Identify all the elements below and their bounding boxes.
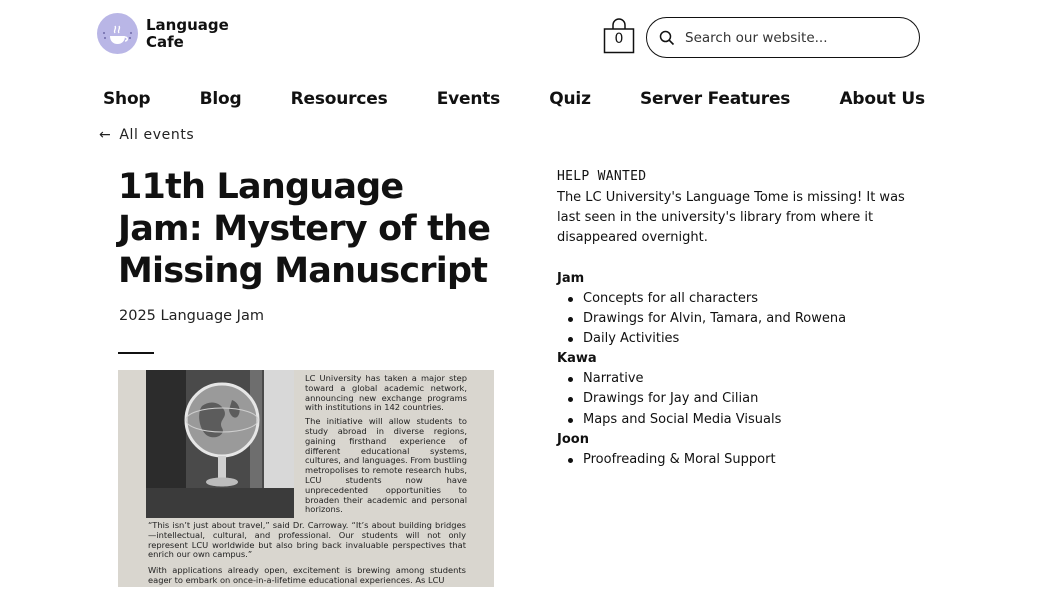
logo-cup-icon [97, 13, 138, 54]
task-list-joon [557, 450, 917, 470]
task-list-jam [557, 289, 917, 350]
logo-line-1: Language [146, 15, 229, 34]
poster-paragraph: With applications already open, excitement is brewing among students eager to embark on once-in-a-lifetime educational experiences. As LCU [148, 565, 466, 585]
nav-item-resources[interactable]: Resources [290, 89, 388, 109]
poster-paragraph: LC University has taken a major step toward a global academic network, announcing new exchange programs with institutions in 142 countries. [305, 373, 467, 413]
list-item: Drawings for Alvin, Tamara, and Rowena [557, 309, 917, 329]
section-heading-jam: Jam [557, 270, 585, 286]
cart-count: 0 [614, 31, 624, 47]
task-list-kawa [557, 369, 917, 430]
nav-item-events[interactable]: Events [436, 89, 501, 109]
event-title: 11th Language Jam: Mystery of the Missing Manuscript [118, 167, 491, 291]
event-poster-image [118, 370, 494, 587]
nav-item-about-us[interactable]: About Us [839, 89, 925, 109]
globe-photo [146, 370, 294, 518]
poster-paragraph: “This isn’t just about travel,” said Dr. Carroway. “It’s about building bridges—intellectual, cultural, and professional. Our students will not only represent LCU worldwide but also bring back invaluable perspectives that enrich our own campus.” [148, 520, 466, 560]
section-heading-kawa: Kawa [557, 351, 597, 367]
list-item: Daily Activities [557, 329, 917, 349]
nav-item-shop[interactable]: Shop [103, 89, 151, 109]
spacer [557, 249, 917, 269]
poster-article-column [305, 374, 467, 519]
event-subtitle: 2025 Language Jam [119, 308, 264, 324]
poster-paragraph: The initiative will allow students to study abroad in diverse regions, gaining firsthand experience of different educational systems, cultures, and languages. From bustling metropolises to remote research hubs, LCU students now have unprecedented opportunities to broaden their academic and personal horizons. [305, 416, 467, 515]
event-details [557, 169, 917, 470]
site-logo[interactable] [97, 13, 229, 54]
logo-line-2: Cafe [146, 32, 184, 51]
section-heading-joon: Joon [557, 431, 589, 447]
logo-text [146, 17, 229, 51]
poster-article-wide [148, 521, 466, 587]
all-events-link[interactable] [99, 127, 194, 143]
all-events-label: All events [119, 127, 195, 143]
cart-button[interactable] [603, 18, 635, 54]
list-item: Narrative [557, 369, 917, 389]
help-wanted-label: HELP WANTED [557, 169, 647, 184]
main-nav [103, 89, 925, 109]
list-item: Proofreading & Moral Support [557, 450, 917, 470]
event-intro: The LC University's Language Tome is missing! It was last seen in the university's library from where it disappeared overnight. [557, 190, 905, 246]
arrow-left-icon: ← [99, 127, 112, 143]
list-item: Concepts for all characters [557, 289, 917, 309]
list-item: Drawings for Jay and Cilian [557, 389, 917, 409]
title-divider [118, 352, 154, 354]
nav-item-quiz[interactable]: Quiz [549, 89, 591, 109]
search-icon [659, 30, 675, 46]
list-item: Maps and Social Media Visuals [557, 410, 917, 430]
search-input[interactable] [685, 30, 905, 46]
nav-item-server-features[interactable]: Server Features [639, 89, 791, 109]
nav-item-blog[interactable]: Blog [199, 89, 242, 109]
search-bar[interactable] [646, 17, 920, 58]
